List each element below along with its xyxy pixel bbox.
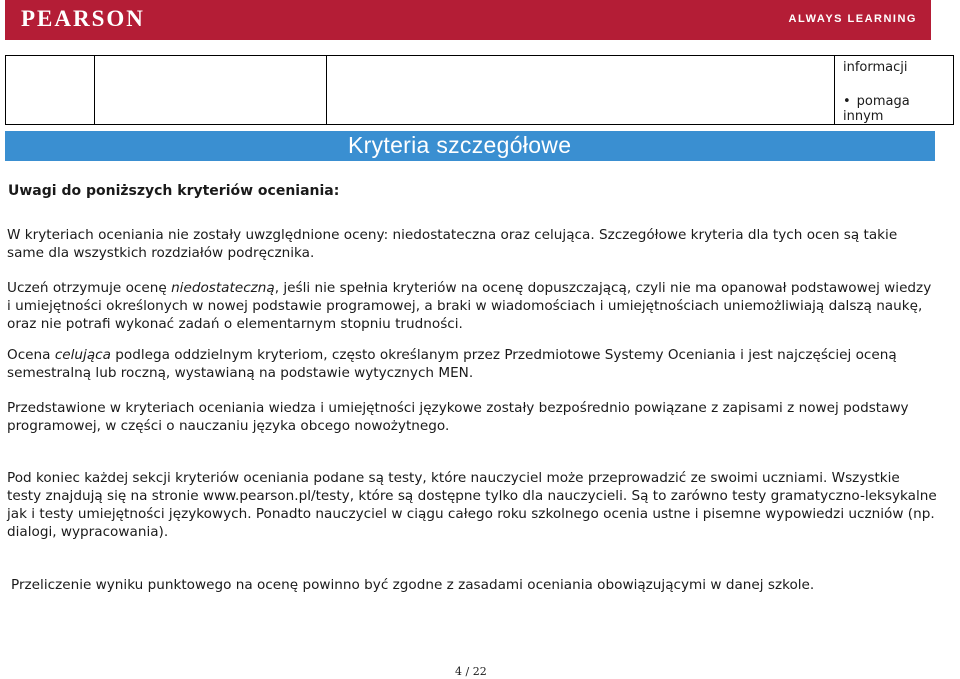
info-bullet: • pomaga innym [843, 94, 953, 124]
paragraph: W kryteriach oceniania nie zostały uwzględnione oceny: niedostateczna oraz celująca. Szczegółowe kryteria dla tych ocen są takie same dla wszystkich rozdziałów podręcznika. [7, 227, 898, 261]
table-cell [327, 56, 835, 124]
table-cell [6, 56, 95, 124]
table-cell [95, 56, 327, 124]
info-cell [835, 56, 953, 124]
title-band [5, 131, 935, 161]
pearson-logo: PEARSON [21, 6, 145, 31]
info-label: informacji [843, 60, 908, 75]
emphasis-text: niedostateczną [171, 280, 275, 296]
paragraph [7, 279, 937, 333]
slogan: ALWAYS LEARNING [788, 13, 917, 25]
header-bar [5, 0, 931, 40]
notes-heading: Uwagi do poniższych kryteriów oceniania: [8, 183, 340, 199]
paragraph: Pod koniec każdej sekcji kryteriów oceniania podane są testy, które nauczyciel może przeprowadzić ze swoimi uczniami. Wszystkie testy znajdują się na stronie www.pearson.pl/testy, które są dostępne tylko dla nauczycieli. Są to zarówno testy gramatyczno-leksykalne jak i testy umiejętności językowych. Ponadto nauczyciel w ciągu całego roku szkolnego ocenia ustne i pisemne wypowiedzi uczniów (np. dialogi, wypracowania). [7, 470, 937, 540]
text-span: podlega oddzielnym kryteriom, często określanym przez Przedmiotowe Systemy Oceniania i jest najczęściej oceną semestralną lub roczną, wystawianą na podstawie wytycznych MEN. [7, 347, 897, 381]
text-span: , jeśli nie spełnia kryteriów na ocenę dopuszczającą, czyli nie ma opanował podstawowej wiedzy i umiejętności określonych w nowej podstawie programowej, a braki w wiadomościach i umiejętnościach uniemożliwiają dalszą naukę, oraz nie potrafi wykonać zadań o elementarnym stopniu trudności. [7, 280, 932, 332]
page-number: 4 / 22 [455, 665, 487, 678]
top-table [5, 55, 954, 125]
emphasis-text: celująca [54, 347, 111, 363]
text-span: Ocena [7, 347, 55, 363]
paragraph: Przeliczenie wyniku punktowego na ocenę powinno być zgodne z zasadami oceniania obowiązującymi w danej szkole. [11, 577, 815, 593]
paragraph [7, 346, 937, 382]
text-span: Uczeń otrzymuje ocenę [7, 280, 172, 296]
page-title: Kryteria szczegółowe [348, 132, 572, 158]
paragraph: Przedstawione w kryteriach oceniania wiedza i umiejętności językowe zostały bezpośrednio powiązane z zapisami z nowej podstawy programowej, w części o nauczaniu języka obcego nowożytnego. [7, 400, 909, 434]
